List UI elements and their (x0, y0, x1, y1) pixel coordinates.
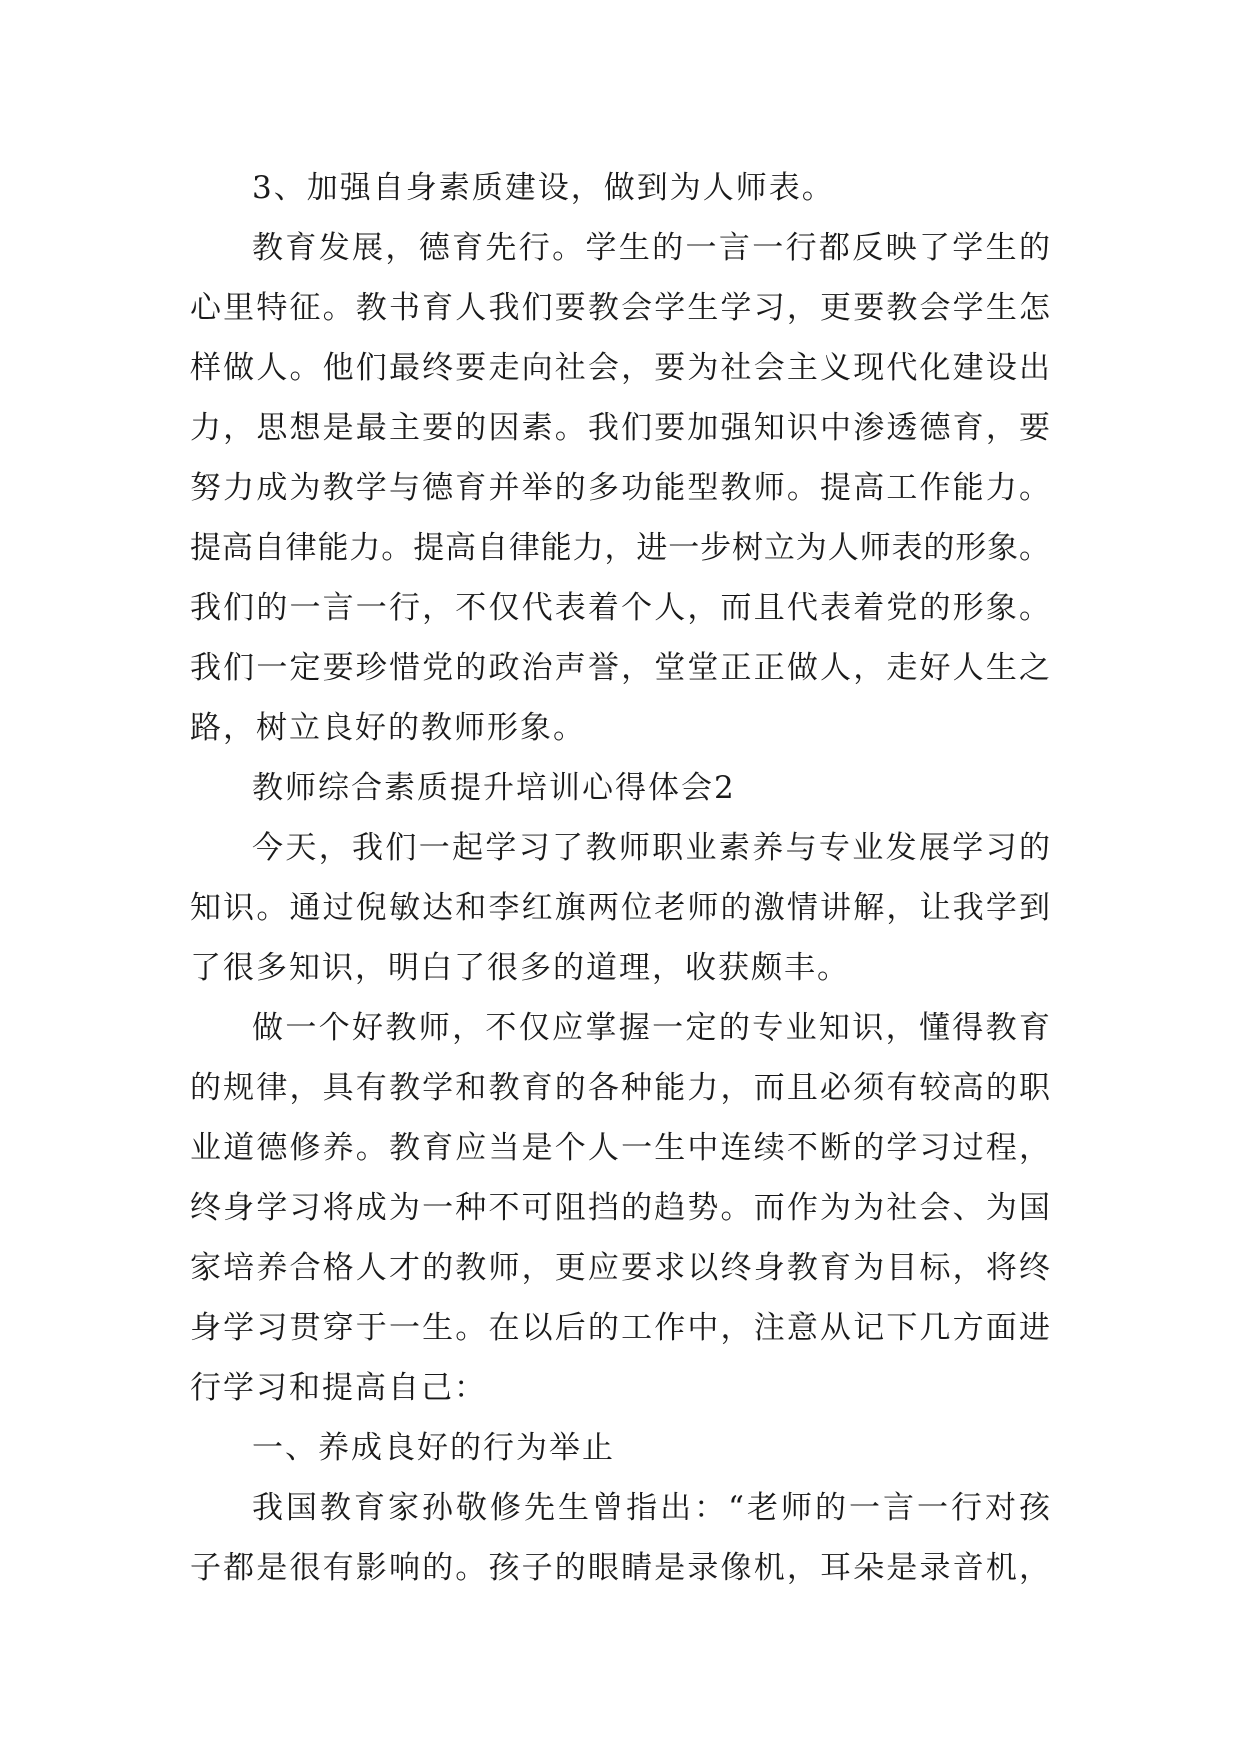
text-line: 样做人。他们最终要走向社会，要为社会主义现代化建设出 (190, 350, 1050, 386)
text-line: 的规律，具有教学和教育的各种能力，而且必须有较高的职 (190, 1070, 1050, 1106)
text-line: 我国教育家孙敬修先生曾指出：“老师的一言一行对孩 (252, 1490, 1050, 1526)
document-body (190, 158, 1050, 1598)
text-line: 路，树立良好的教师形象。 (190, 710, 586, 746)
text-line: 提高自律能力。提高自律能力，进一步树立为人师表的形象。 (190, 530, 1050, 566)
text-line: 终身学习将成为一种不可阻挡的趋势。而作为为社会、为国 (190, 1190, 1050, 1226)
text-line: 知识。通过倪敏达和李红旗两位老师的激情讲解，让我学到 (190, 890, 1050, 926)
text-line: 我们的一言一行，不仅代表着个人，而且代表着党的形象。 (190, 590, 1050, 626)
text-line: 教育发展，德育先行。学生的一言一行都反映了学生的 (252, 230, 1050, 266)
text-line: 一、养成良好的行为举止 (252, 1430, 615, 1466)
text-line: 力，思想是最主要的因素。我们要加强知识中渗透德育，要 (190, 410, 1050, 446)
text-line: 家培养合格人才的教师，更应要求以终身教育为目标，将终 (190, 1250, 1050, 1286)
text-line: 做一个好教师，不仅应掌握一定的专业知识，懂得教育 (252, 1010, 1050, 1046)
text-line: 努力成为教学与德育并举的多功能型教师。提高工作能力。 (190, 470, 1050, 506)
text-line: 了很多知识，明白了很多的道理，收获颇丰。 (190, 950, 850, 986)
text-line: 心里特征。教书育人我们要教会学生学习，更要教会学生怎 (190, 290, 1050, 326)
text-line: 行学习和提高自己： (190, 1370, 487, 1406)
text-line: 身学习贯穿于一生。在以后的工作中，注意从记下几方面进 (190, 1310, 1050, 1346)
text-line: 今天，我们一起学习了教师职业素养与专业发展学习的 (252, 830, 1050, 866)
text-line: 教师综合素质提升培训心得体会2 (252, 770, 736, 806)
text-line: 业道德修养。教育应当是个人一生中连续不断的学习过程， (190, 1130, 1050, 1166)
text-line: 我们一定要珍惜党的政治声誉，堂堂正正做人，走好人生之 (190, 650, 1050, 686)
text-line: 子都是很有影响的。孩子的眼睛是录像机，耳朵是录音机， (190, 1550, 1050, 1586)
text-line: 3、加强自身素质建设，做到为人师表。 (252, 170, 835, 206)
